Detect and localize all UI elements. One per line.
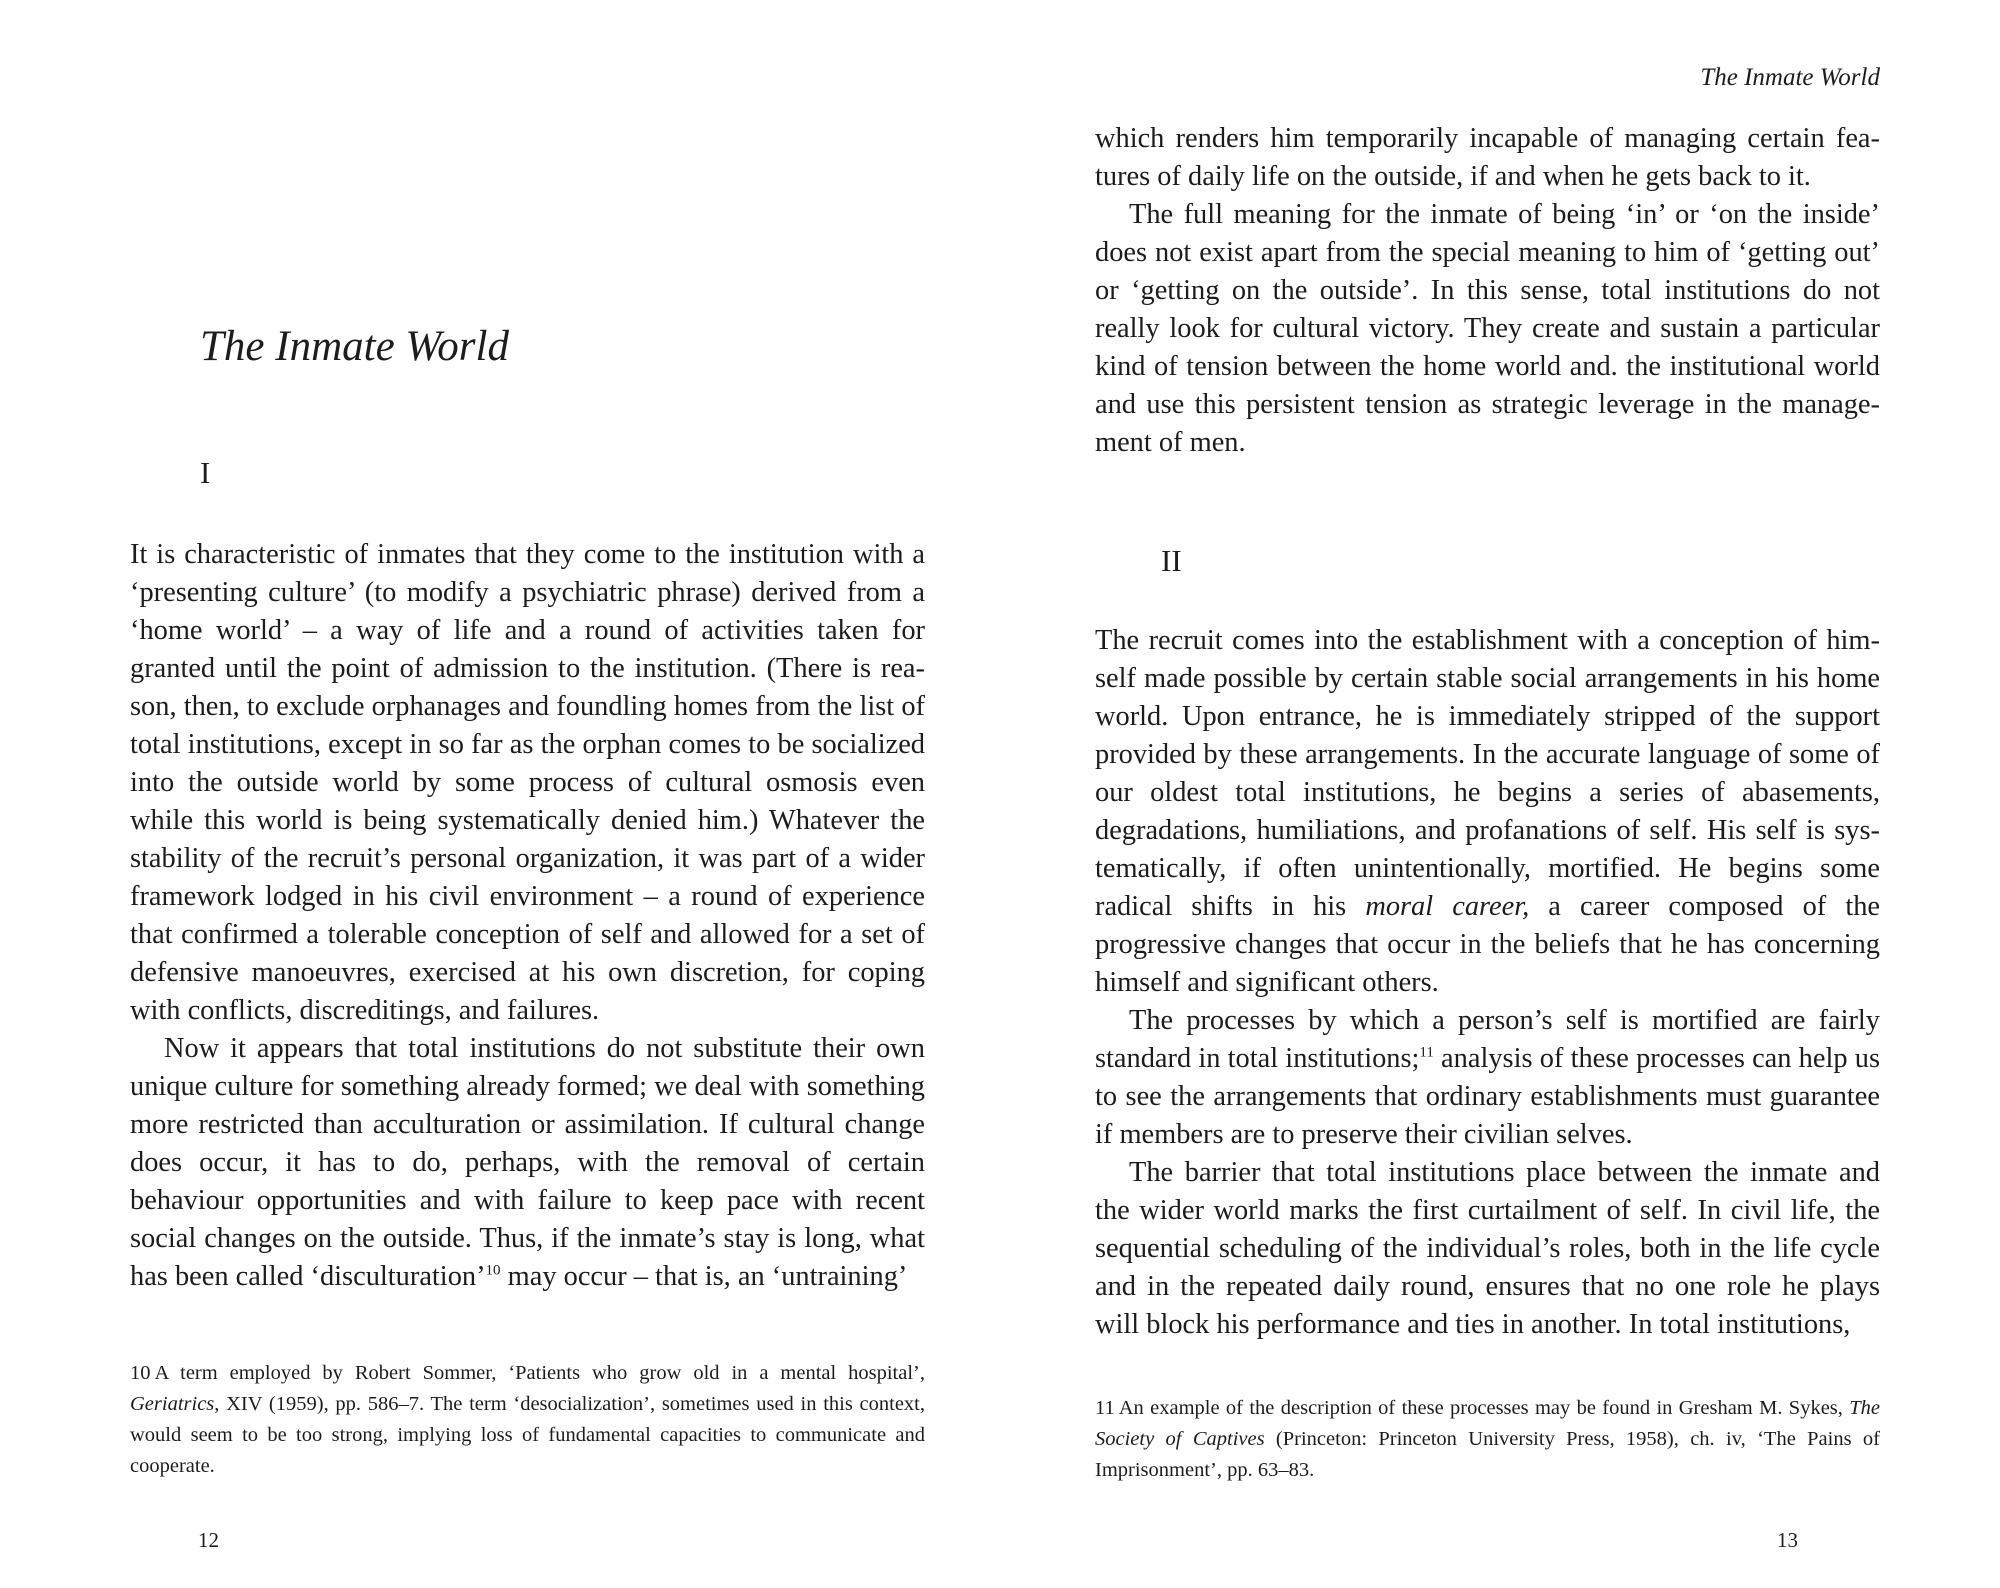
paragraph-text: The processes by which a person’s self is mortified are fairly standard in total institutions; (1095, 1005, 1880, 1074)
page-number-left: 12 (198, 1528, 219, 1552)
paragraph-text: Now it appears that total institutions do not substitute their own unique culture for something already formed; we deal with something more restricted than acculturation or assimilation. If cultural change does occur, it has to do, perhaps, with the removal of certain behaviour opportunities and with failure to keep pace with recent social changes on the outside. Thus, if the inmate’s stay is long, what has been called ‘disculturation’ (130, 1033, 925, 1292)
section-heading-i: I (200, 455, 211, 490)
emphasis-moral-career: moral career, (1365, 891, 1530, 922)
paragraph-text: may occur – that is, an ‘untraining’ (500, 1261, 908, 1292)
footnote-journal: Geriatrics (130, 1393, 215, 1415)
chapter-title: The Inmate World (200, 323, 509, 370)
right-page (1095, 0, 1880, 1588)
paragraph (1095, 622, 1880, 1002)
footnote-number: 10 (130, 1362, 151, 1384)
paragraph (1095, 1002, 1880, 1154)
footnote-text: (Princeton: Princeton University Press, 1958), ch. iv, ‘The Pains of Imprisonment’, pp. 63–83. (1095, 1428, 1880, 1481)
paragraph: It is characteristic of inmates that they come to the institution with a ‘presenting culture’ (to modify a psychiatric phrase) derived from a ‘home world’ – a way of life and a round of activities taken for granted until the point of admission to the institution. (There is reason, then, to exclude orphanages and foundling homes from the list of total institutions, except in so far as the orphan comes to be socialized into the outside world by some process of cultural osmosis even while this world is being systematically denied him.) Whatever the stability of the recruit’s personal organization, it was part of a wider framework lodged in his civil environment – a round of experience that confirmed a tolerable conception of self and allowed for a set of defensive manoeuvres, exercised at his own discretion, for coping with conflicts, discreditings, and failures. (130, 539, 925, 1026)
footnote-11 (1095, 1393, 1880, 1486)
left-body-text (130, 536, 925, 1296)
running-head: The Inmate World (1700, 64, 1880, 91)
footnote-10 (130, 1358, 925, 1482)
footnote-book-title: The Society of Captives (1095, 1397, 1880, 1450)
footnote-number: 11 (1095, 1397, 1115, 1419)
paragraph: The full meaning for the inmate of being ‘in’ or ‘on the inside’ does not exist apart from the special meaning to him of ‘getting out’ or ‘getting on the outside’. In this sense, total institutions do not really look for cultural victory. They create and sustain a particular kind of tension between the home world and. the institutional world and use this persistent tension as strategic leverage in the management of men. (1095, 199, 1880, 458)
footnote-text: , XIV (1959), pp. 586–7. The term ‘desocialization’, sometimes used in this context, would seem to be too strong, implying loss of fundamental capacities to communicate and cooperate. (130, 1393, 925, 1477)
paragraph-text: The recruit comes into the establishment with a conception of himself made possible by certain stable social arrangements in his home world. Upon entrance, he is immediately stripped of the support provided by these arrangements. In the accurate language of some of our oldest total institutions, he begins a series of abasements, degradations, humiliations, and profanations of self. His self is systematically, if often unintentionally, mortified. He begins some radical shifts in his (1095, 625, 1880, 922)
paragraph: which renders him temporarily incapable of managing certain features of daily life on the outside, if and when he gets back to it. (1095, 123, 1880, 192)
paragraph: The barrier that total institutions place between the inmate and the wider world marks the first curtailment of self. In civil life, the sequential scheduling of the individual’s roles, both in the life cycle and in the repeated daily round, ensures that no one role he plays will block his performance and ties in another. In total institutions, (1095, 1157, 1880, 1340)
paragraph (130, 1030, 925, 1296)
right-body-text-bottom (1095, 622, 1880, 1344)
left-page (130, 0, 925, 1588)
page-number-right: 13 (1777, 1528, 1798, 1552)
footnote-ref-11[interactable]: 11 (1419, 1044, 1434, 1061)
right-body-text-top (1095, 120, 1880, 462)
footnote-text: A term employed by Robert Sommer, ‘Patients who grow old in a mental hospital’, (154, 1362, 925, 1384)
paragraph-text: analysis of these processes can help us to see the arrangements that ordinary establishments must guarantee if members are to preserve their civilian selves. (1095, 1043, 1880, 1150)
section-heading-ii: II (1161, 543, 1182, 578)
footnote-text: An example of the description of these processes may be found in Gresham M. Sykes, (1118, 1397, 1850, 1419)
footnote-ref-10[interactable]: 10 (485, 1262, 501, 1279)
paragraph-text: a career composed of the progressive changes that occur in the beliefs that he has concerning himself and significant others. (1095, 891, 1880, 998)
